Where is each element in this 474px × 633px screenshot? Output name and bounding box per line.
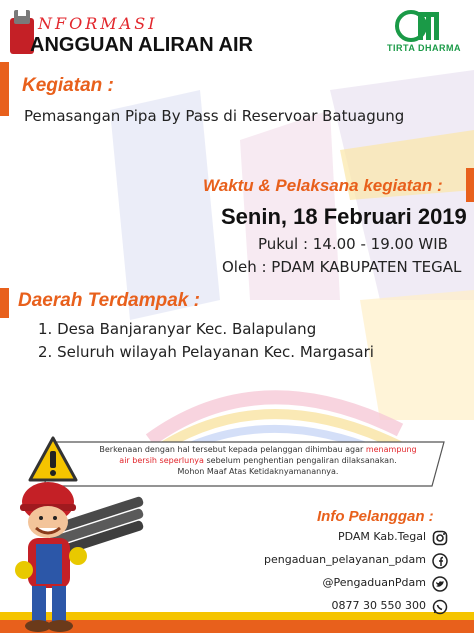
notice-highlight: menampung <box>365 445 417 454</box>
page-title: ANGGUAN ALIRAN AIR <box>30 34 253 56</box>
contact-whatsapp: 0877 30 550 300 <box>331 599 426 612</box>
list-item: 2. Seluruh wilayah Pelayanan Kec. Margasari <box>38 343 374 361</box>
notice-text <box>82 444 434 477</box>
list-item: 1. Desa Banjaranyar Kec. Balapulang <box>38 320 317 338</box>
event-date: Senin, 18 Februari 2019 <box>221 204 467 229</box>
kegiatan-description: Pemasangan Pipa By Pass di Reservoar Batuagung <box>24 107 405 125</box>
daerah-heading: Daerah Terdampak : <box>18 290 200 311</box>
worker-illustration <box>8 474 148 633</box>
notice-line1: Berkenaan dengan hal tersebut kepada pelanggan dihimbau agar <box>99 445 366 454</box>
event-organizer: Oleh : PDAM KABUPATEN TEGAL <box>222 258 462 276</box>
whatsapp-icon <box>432 599 448 615</box>
twitter-icon <box>432 576 448 592</box>
contact-instagram: PDAM Kab.Tegal <box>337 530 426 543</box>
instagram-icon <box>432 530 448 546</box>
info-script-label: NFORMASI <box>38 14 158 33</box>
facebook-icon <box>432 553 448 569</box>
notice-line2: sebelum penghentian pengaliran dilaksanakan. <box>203 456 397 465</box>
event-time: Pukul : 14.00 - 19.00 WIB <box>258 235 448 253</box>
brand-name: TIRTA DHARMA <box>387 43 461 53</box>
waktu-heading: Waktu & Pelaksana kegiatan : <box>203 176 443 195</box>
contact-facebook: pengaduan_pelayanan_pdam <box>263 553 426 566</box>
kegiatan-heading: Kegiatan : <box>22 75 114 96</box>
contact-twitter: @PengaduanPdam <box>322 576 426 589</box>
notice-line3: Mohon Maaf Atas Ketidaknyamanannya. <box>177 467 339 476</box>
info-heading: Info Pelanggan : <box>317 508 434 525</box>
notice-highlight: air bersih seperlunya <box>119 456 204 465</box>
